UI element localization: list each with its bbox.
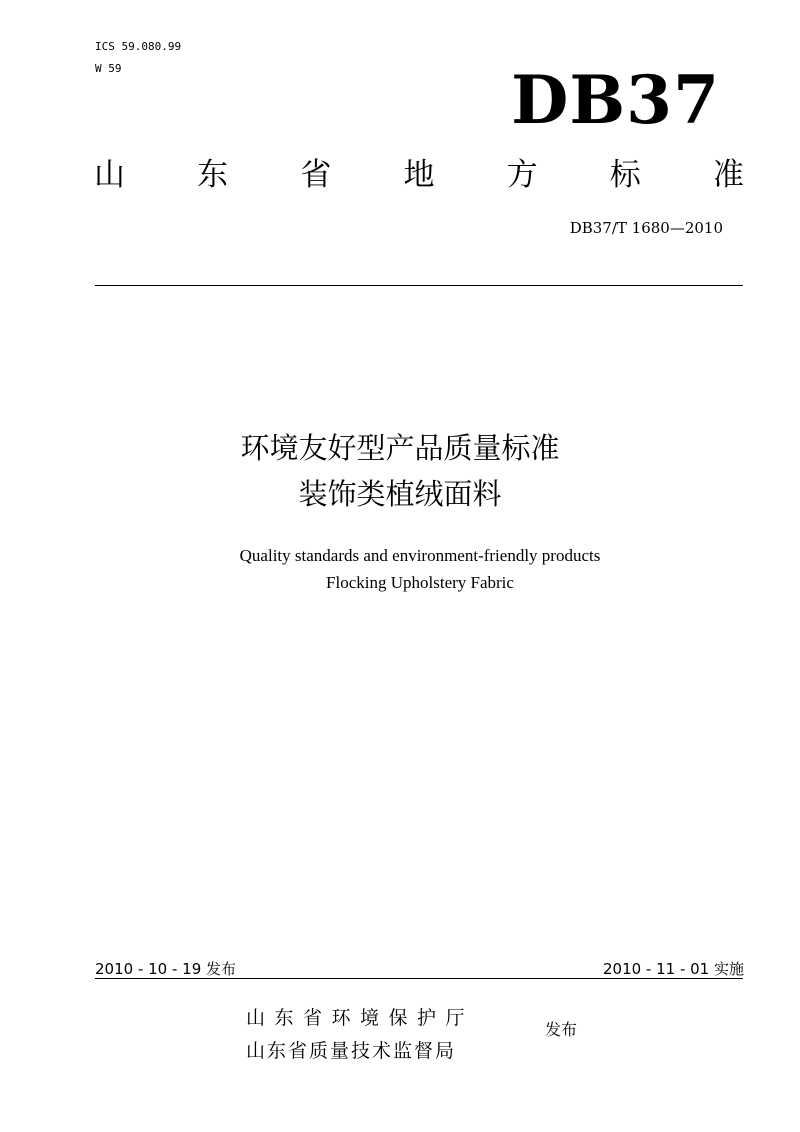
standard-logo: DB37 — [511, 61, 720, 139]
issue-label: 发布 — [545, 1020, 578, 1039]
standard-type-char: 方 — [506, 157, 538, 193]
effective-date: 2010 - 11 - 01 实施 — [602, 960, 744, 978]
classification-code: W 59 — [95, 62, 122, 75]
standard-type-char: 东 — [197, 157, 229, 193]
header-divider — [95, 285, 743, 286]
standard-type-char: 省 — [300, 157, 332, 193]
title-cn-line1: 环境友好型产品质量标准 — [240, 431, 560, 465]
standard-type-char: 地 — [403, 157, 435, 193]
issuer-line1: 山东省环境保护厅 — [246, 1007, 475, 1029]
title-cn-line2: 装饰类植绒面料 — [298, 477, 502, 511]
title-en-line1: Quality standards and environment-friendly products — [239, 546, 601, 565]
standard-type-heading — [94, 150, 744, 200]
title-en-line2: Flocking Upholstery Fabric — [326, 573, 514, 592]
issuer-line2: 山东省质量技术监督局 — [246, 1040, 457, 1062]
standard-number: DB37/T 1680—2010 — [569, 219, 723, 237]
standard-type-char: 标 — [609, 157, 641, 193]
standard-type-char: 山 — [94, 157, 125, 193]
issue-date: 2010 - 10 - 19 发布 — [95, 960, 237, 978]
standard-type-char: 准 — [712, 157, 744, 193]
footer-divider — [95, 978, 743, 979]
ics-code: ICS 59.080.99 — [95, 40, 182, 53]
